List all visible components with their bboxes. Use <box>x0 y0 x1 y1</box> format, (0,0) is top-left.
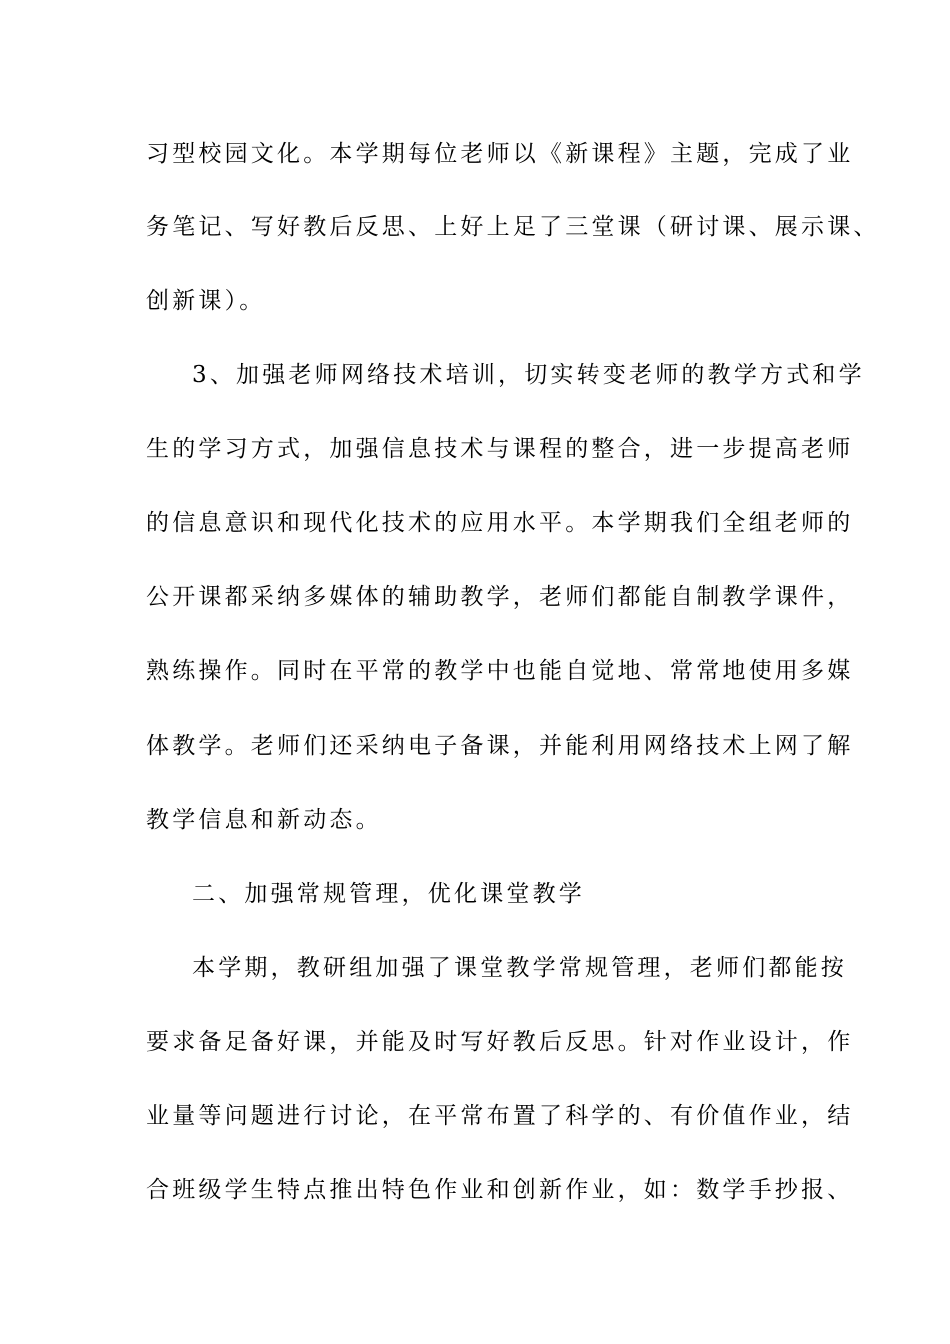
text-line-14: 业量等问题进行讨论，在平常布置了科学的、有价值作业，结 <box>146 1103 854 1129</box>
text-line-7: 公开课都采纳多媒体的辅助教学，老师们都能自制教学课件， <box>146 584 854 610</box>
section-heading: 二、加强常规管理，优化课堂教学 <box>192 881 585 907</box>
text-line-2: 务笔记、写好教后反思、上好上足了三堂课（研讨课、展示课、 <box>146 214 880 240</box>
text-line-5: 生的学习方式，加强信息技术与课程的整合，进一步提高老师 <box>146 436 854 462</box>
text-line-1: 习型校园文化。本学期每位老师以《新课程》主题，完成了业 <box>146 141 854 167</box>
text-line-8: 熟练操作。同时在平常的教学中也能自觉地、常常地使用多媒 <box>146 658 854 684</box>
text-line-9: 体教学。老师们还采纳电子备课，并能利用网络技术上网了解 <box>146 733 854 759</box>
text-line-15: 合班级学生特点推出特色作业和创新作业，如：数学手抄报、 <box>146 1177 854 1203</box>
paragraph-3-heading: 3、加强老师网络技术培训，切实转变老师的教学方式和学 <box>192 362 865 388</box>
text-line-10: 教学信息和新动态。 <box>146 807 382 833</box>
text-line-13: 要求备足备好课，并能及时写好教后反思。针对作业设计，作 <box>146 1029 854 1055</box>
text-line-3: 创新课）。 <box>146 288 266 314</box>
text-line-12: 本学期，教研组加强了课堂教学常规管理，老师们都能按 <box>192 955 847 981</box>
text-line-6: 的信息意识和现代化技术的应用水平。本学期我们全组老师的 <box>146 510 854 536</box>
